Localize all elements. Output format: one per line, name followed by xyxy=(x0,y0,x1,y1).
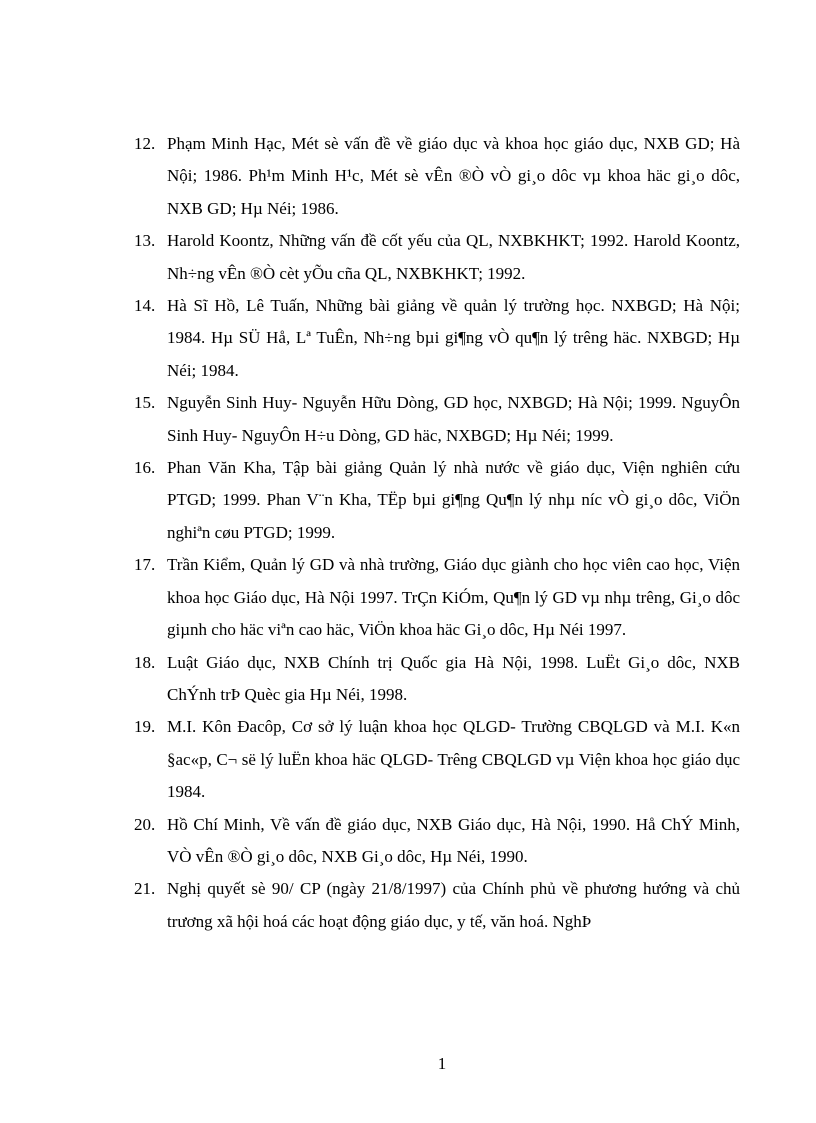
reference-item xyxy=(134,873,740,938)
reference-item xyxy=(134,225,740,290)
reference-text: Trần Kiểm, Quản lý GD và nhà trường, Giáo dục giành cho học viên cao học, Viện khoa học Giáo dục, Hà Nội 1997. TrÇn KiÓm, Qu¶n lý GD vµ nhµ trêng, Gi¸o dôc giµnh cho häc viªn cao häc, ViÖn khoa häc Gi¸o dôc, Hµ Néi 1997. xyxy=(167,555,740,640)
reference-item xyxy=(134,452,740,549)
reference-number: 18. xyxy=(134,652,156,672)
reference-number: 14. xyxy=(134,296,156,316)
reference-number: 19. xyxy=(134,717,156,737)
reference-number: 12. xyxy=(134,134,156,153)
reference-item xyxy=(134,128,740,225)
reference-text: Harold Koontz, Những vấn đề cốt yếu của QL, NXBKHKT; 1992. Harold Koontz, Nh÷ng vÊn ®Ò cèt yÕu cña QL, NXBKHKT; 1992. xyxy=(167,231,740,283)
reference-text: Nguyễn Sinh Huy- Nguyễn Hữu Dòng, GD học, NXBGD; Hà Nội; 1999. NguyÔn Sinh Huy- NguyÔn H÷u Dòng, GD häc, NXBGD; Hµ Néi; 1999. xyxy=(167,393,740,445)
reference-item xyxy=(134,290,740,387)
reference-text: Nghị quyết sè 90/ CP (ngày 21/8/1997) của Chính phủ về phương hướng và chủ trương xã hội hoá các hoạt động giáo dục, y tế, văn hoá. NghÞ xyxy=(167,879,740,931)
reference-text: Hồ Chí Minh, Về vấn đề giáo dục, NXB Giáo dục, Hà Nội, 1990. Hå ChÝ Minh, VÒ vÊn ®Ò gi¸o dôc, NXB Gi¸o dôc, Hµ Néi, 1990. xyxy=(167,814,740,866)
reference-number: 16. xyxy=(134,458,156,478)
reference-number: 20. xyxy=(134,814,156,834)
reference-item xyxy=(134,809,740,874)
page-number: 1 xyxy=(437,1054,447,1073)
reference-item xyxy=(134,647,740,712)
reference-text: Hà Sĩ Hồ, Lê Tuấn, Những bài giảng về quản lý trường học. NXBGD; Hà Nội; 1984. Hµ SÜ Hå, Lª TuÊn, Nh÷ng bµi gi¶ng vÒ qu¶n lý trêng häc. NXBGD; Hµ Néi; 1984. xyxy=(167,296,740,380)
reference-text: Phan Văn Kha, Tập bài giảng Quản lý nhà nước về giáo dục, Viện nghiên cứu PTGD; 1999. Phan V¨n Kha, TËp bµi gi¶ng Qu¶n lý nhµ níc vÒ gi¸o dôc, ViÖn nghiªn cøu PTGD; 1999. xyxy=(167,458,740,542)
reference-number: 13. xyxy=(134,231,156,251)
reference-text: Phạm Minh Hạc, Mét sè vấn đề về giáo dục và khoa học giáo dục, NXB GD; Hà Nội; 1986. Ph¹m Minh H¹c, Mét sè vÊn ®Ò vÒ gi¸o dôc vµ khoa häc gi¸o dôc, NXB GD; Hµ Néi; 1986. xyxy=(167,134,740,218)
reference-list xyxy=(134,128,740,938)
reference-text: M.I. Kôn Đacôp, Cơ sở lý luận khoa học QLGD- Trường CBQLGD và M.I. K«n §ac«p, C¬ së lý luËn khoa häc QLGD- Trêng CBQLGD vµ Viện khoa học giáo dục 1984. xyxy=(167,717,740,802)
reference-item xyxy=(134,387,740,452)
reference-item xyxy=(134,549,740,646)
reference-item xyxy=(134,711,740,808)
reference-number: 15. xyxy=(134,393,156,413)
reference-number: 17. xyxy=(134,555,156,575)
reference-number: 21. xyxy=(134,879,156,899)
reference-text: Luật Giáo dục, NXB Chính trị Quốc gia Hà Nội, 1998. LuËt Gi¸o dôc, NXB ChÝnh trÞ Quèc gia Hµ Néi, 1998. xyxy=(167,652,740,704)
